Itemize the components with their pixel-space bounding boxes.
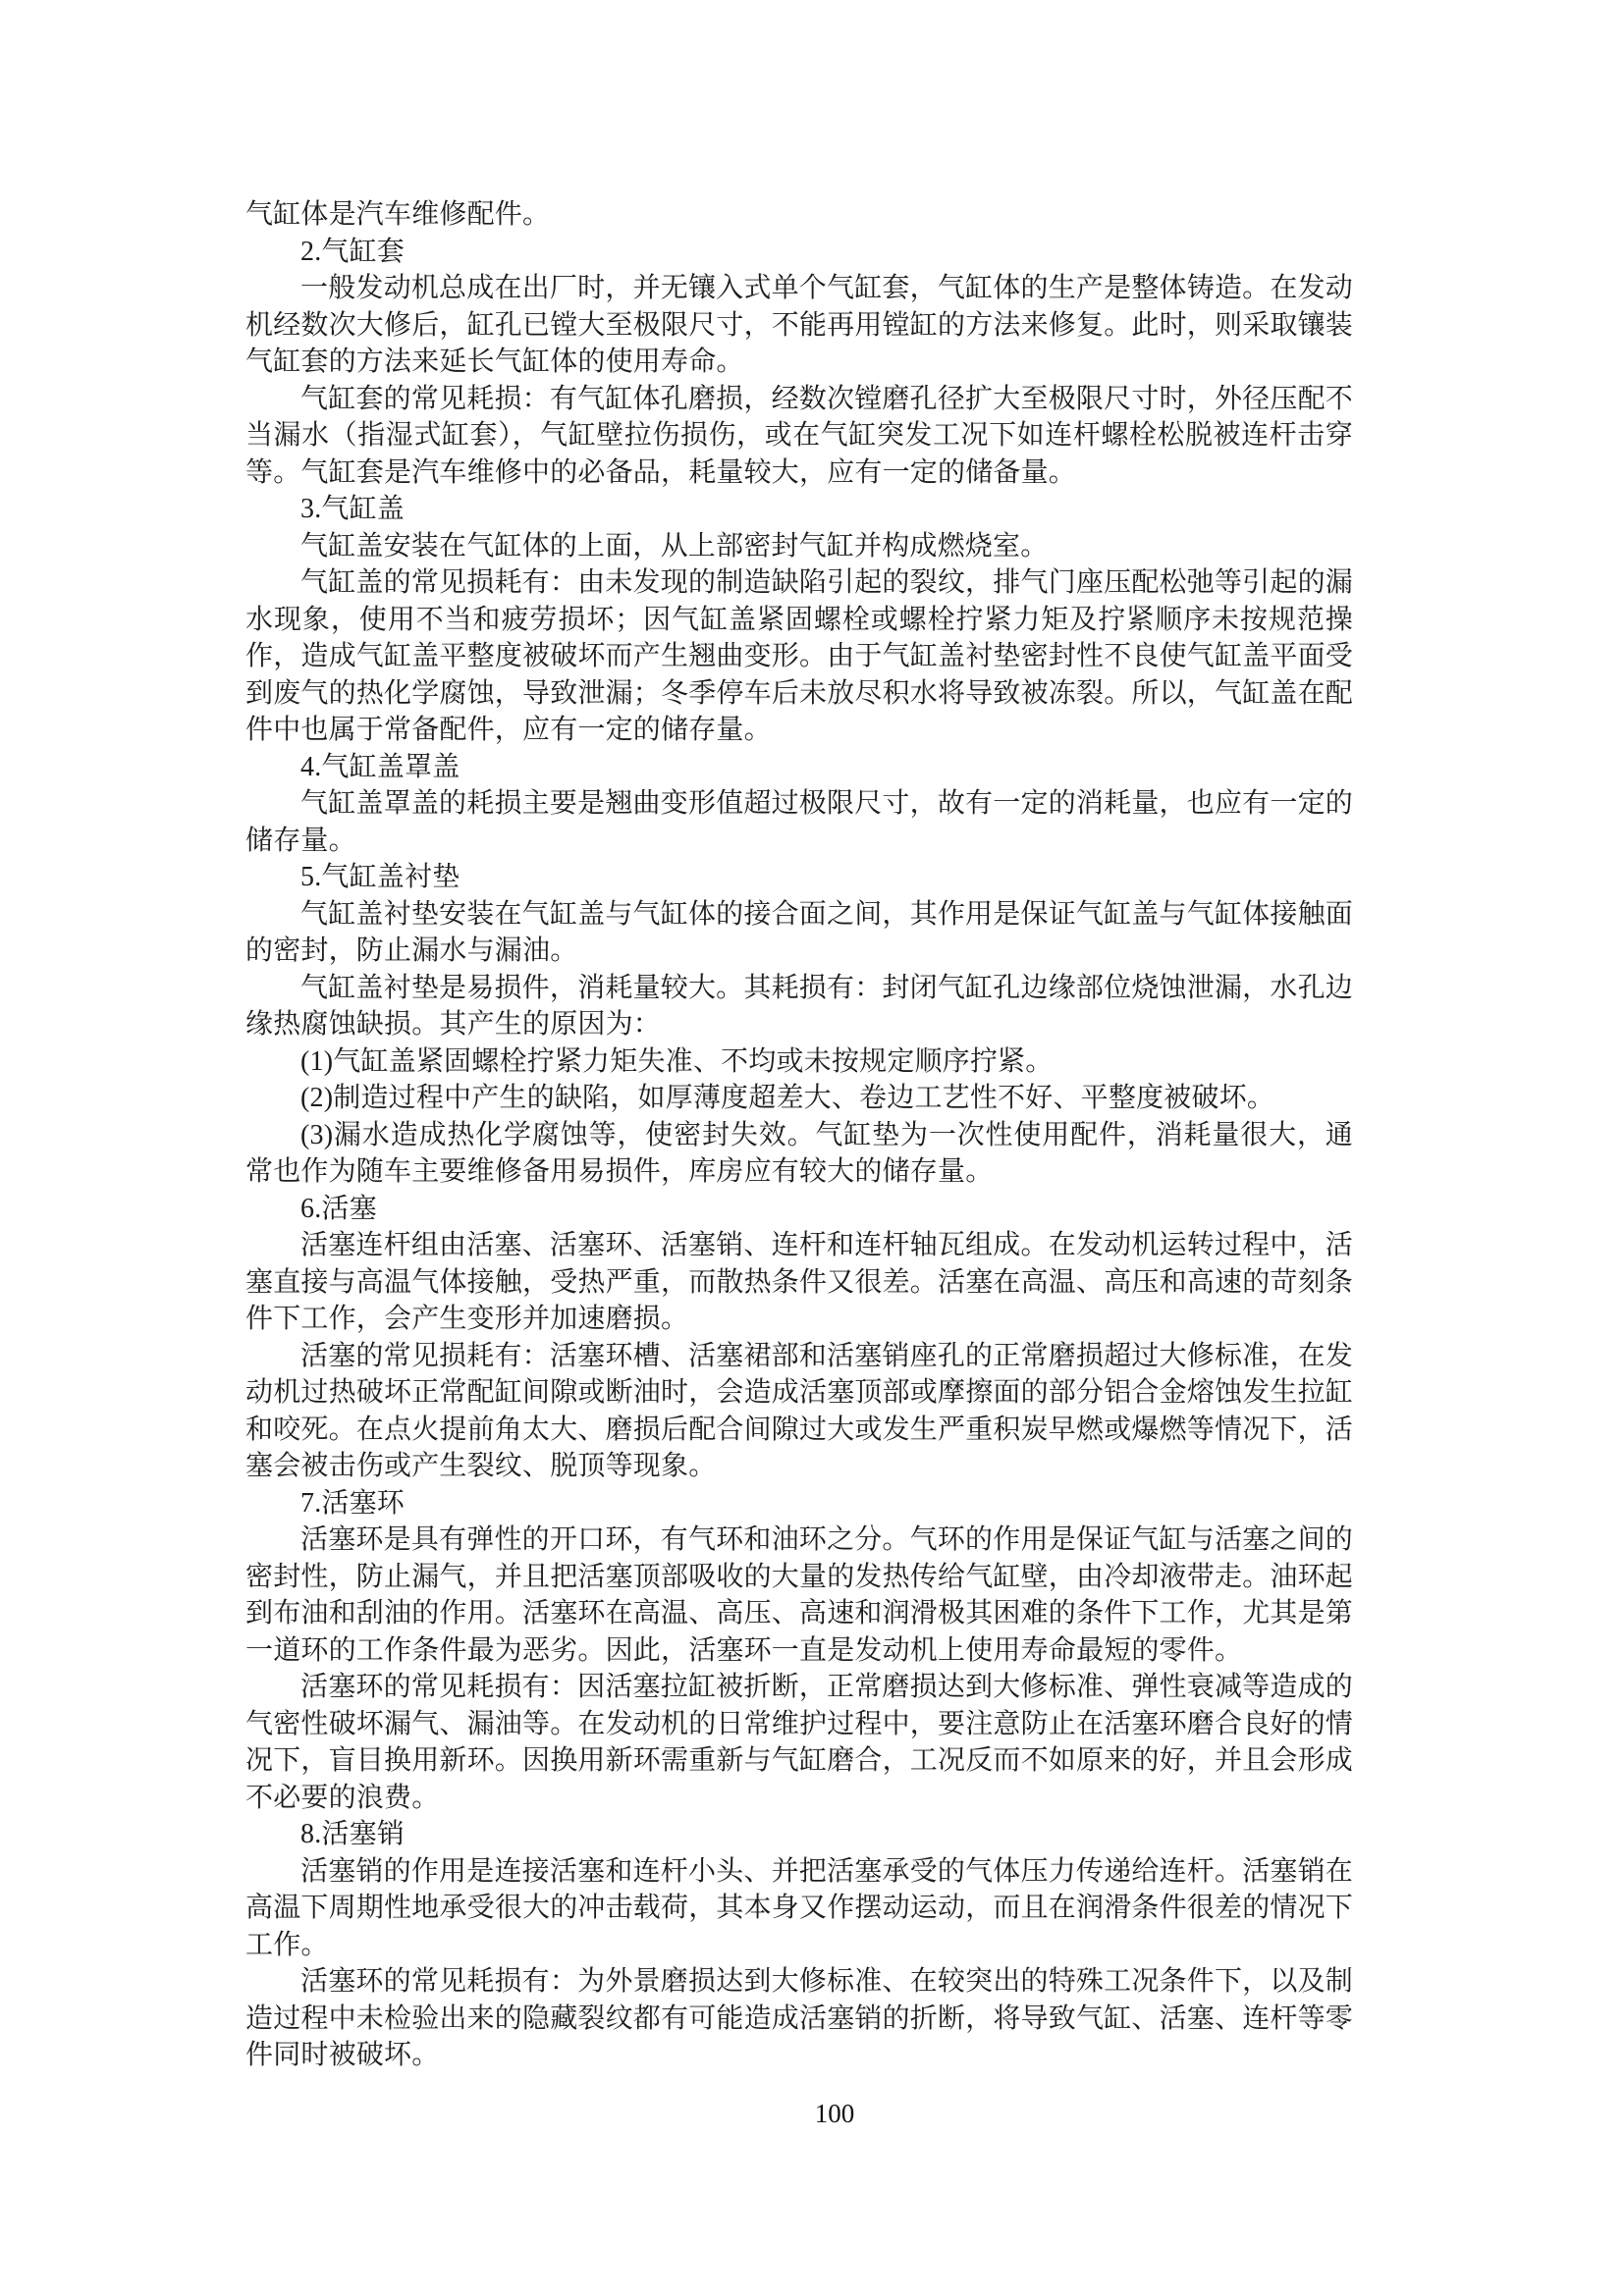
list-item: (1)气缸盖紧固螺栓拧紧力矩失准、不均或未按规定顺序拧紧。 bbox=[300, 1045, 1054, 1077]
paragraph: 一般发动机总成在出厂时，并无镶入式单个气缸套，气缸体的生产是整体铸造。在发动机经数次大修后，缸孔已镗大至极限尺寸，不能再用镗缸的方法来修复。此时，则采取镶装气缸套的方法来延长气缸体的使用寿命。 bbox=[245, 273, 1354, 377]
paragraph: 气缸盖罩盖的耗损主要是翘曲变形值超过极限尺寸，故有一定的消耗量，也应有一定的储存量。 bbox=[245, 788, 1353, 856]
document-body bbox=[245, 196, 1353, 2074]
paragraph: 气缸套的常见耗损：有气缸体孔磨损，经数次镗磨孔径扩大至极限尺寸时，外径压配不当漏水（指湿式缸套），气缸壁拉伤损伤，或在气缸突发工况下如连杆螺栓松脱被连杆击穿等。气缸套是汽车维修中的必备品，耗量较大，应有一定的储备量。 bbox=[245, 383, 1353, 488]
paragraph: 气缸盖衬垫是易损件，消耗量较大。其耗损有：封闭气缸孔边缘部位烧蚀泄漏，水孔边缘热腐蚀缺损。其产生的原因为： bbox=[245, 972, 1353, 1040]
list-item: (2)制造过程中产生的缺陷，如厚薄度超差大、卷边工艺性不好、平整度被破坏。 bbox=[300, 1083, 1275, 1113]
paragraph: 活塞销的作用是连接活塞和连杆小头、并把活塞承受的气体压力传递给连杆。活塞销在高温下周期性地承受很大的冲击载荷，其本身又作摆动运动，而且在润滑条件很差的情况下工作。 bbox=[245, 1855, 1354, 1960]
section-heading: 7.活塞环 bbox=[300, 1487, 406, 1519]
paragraph: 气缸盖安装在气缸体的上面，从上部密封气缸并构成燃烧室。 bbox=[300, 530, 1049, 561]
paragraph: 活塞环是具有弹性的开口环，有气环和油环之分。气环的作用是保证气缸与活塞之间的密封性，防止漏气，并且把活塞顶部吸收的大量的发热传给气缸壁，由冷却液带走。油环起到布油和刮油的作用。活塞环在高温、高压、高速和润滑极其困难的条件下工作，尤其是第一道环的工作条件最为恶劣。因此，活塞环一直是发动机上使用寿命最短的零件。 bbox=[245, 1524, 1354, 1666]
paragraph: 气缸盖的常见损耗有：由未发现的制造缺陷引起的裂纹，排气门座压配松弛等引起的漏水现象，使用不当和疲劳损坏；因气缸盖紧固螺栓或螺栓拧紧力矩及拧紧顺序未按规范操作，造成气缸盖平整度被破坏而产生翘曲变形。由于气缸盖衬垫密封性不良使气缸盖平面受到废气的热化学腐蚀，导致泄漏；冬季停车后未放尽积水将导致被冻裂。所以，气缸盖在配件中也属于常备配件，应有一定的储存量。 bbox=[245, 567, 1354, 745]
paragraph: 气缸盖衬垫安装在气缸盖与气缸体的接合面之间，其作用是保证气缸盖与气缸体接触面的密封，防止漏水与漏油。 bbox=[245, 898, 1353, 966]
paragraph: 活塞连杆组由活塞、活塞环、活塞销、连杆和连杆轴瓦组成。在发动机运转过程中，活塞直接与高温气体接触，受热严重，而散热条件又很差。活塞在高温、高压和高速的苛刻条件下工作，会产生变形并加速磨损。 bbox=[245, 1230, 1354, 1334]
section-heading: 2.气缸套 bbox=[300, 236, 406, 267]
paragraph: 气缸体是汽车维修配件。 bbox=[245, 199, 551, 230]
section-heading: 3.气缸盖 bbox=[300, 494, 406, 524]
section-heading: 5.气缸盖衬垫 bbox=[300, 862, 460, 892]
paragraph: 活塞环的常见耗损有：为外景磨损达到大修标准、在较突出的特殊工况条件下，以及制造过程中未检验出来的隐藏裂纹都有可能造成活塞销的折断，将导致气缸、活塞、连杆等零件同时被破坏。 bbox=[245, 1966, 1354, 2070]
page-number: 100 bbox=[814, 2099, 855, 2128]
list-item: (3)漏水造成热化学腐蚀等，使密封失效。气缸垫为一次性使用配件，消耗量很大，通常也作为随车主要维修备用易损件，库房应有较大的储存量。 bbox=[245, 1119, 1353, 1187]
section-heading: 8.活塞销 bbox=[300, 1819, 406, 1849]
paragraph: 活塞环的常见耗损有：因活塞拉缸被折断，正常磨损达到大修标准、弹性衰减等造成的气密性破坏漏气、漏油等。在发动机的日常维护过程中，要注意防止在活塞环磨合良好的情况下，盲目换用新环。因换用新环需重新与气缸磨合，工况反而不如原来的好，并且会形成不必要的浪费。 bbox=[245, 1672, 1354, 1813]
paragraph: 活塞的常见损耗有：活塞环槽、活塞裙部和活塞销座孔的正常磨损超过大修标准，在发动机过热破坏正常配缸间隙或断油时，会造成活塞顶部或摩擦面的部分铝合金熔蚀发生拉缸和咬死。在点火提前角太大、磨损后配合间隙过大或发生严重积炭早燃或爆燃等情况下，活塞会被击伤或产生裂纹、脱顶等现象。 bbox=[245, 1340, 1354, 1481]
section-heading: 4.气缸盖罩盖 bbox=[300, 751, 460, 782]
section-heading: 6.活塞 bbox=[300, 1193, 377, 1224]
